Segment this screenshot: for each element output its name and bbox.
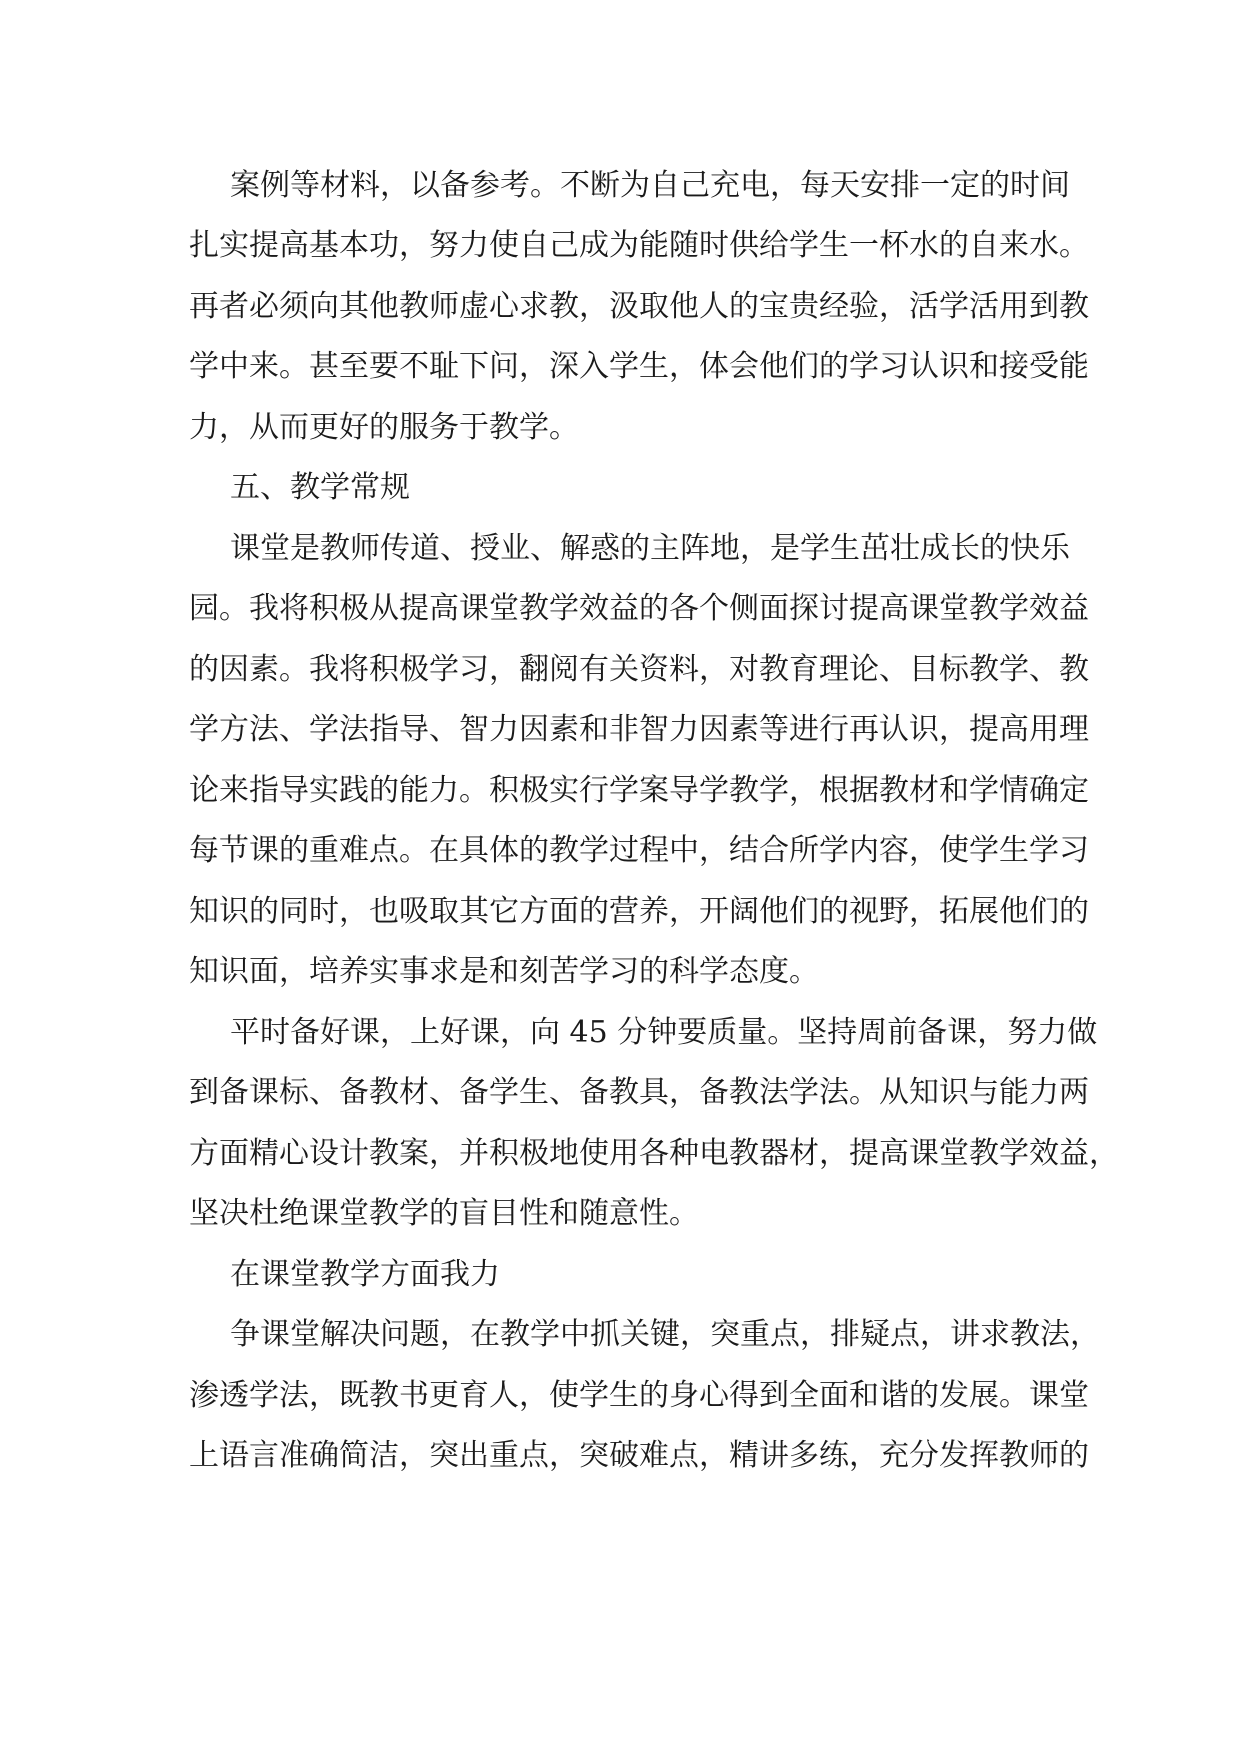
- text-line: 每节课的重难点。在具体的教学过程中，结合所学内容，使学生学习: [189, 833, 1089, 868]
- section-heading: 五、教学常规: [230, 470, 410, 505]
- text-line: 知识的同时，也吸取其它方面的营养，开阔他们的视野，拓展他们的: [189, 894, 1089, 929]
- text-line: 在课堂教学方面我力: [230, 1257, 500, 1292]
- text-line: 学中来。甚至要不耻下问，深入学生，体会他们的学习认识和接受能: [189, 349, 1089, 384]
- text-line: 到备课标、备教材、备学生、备教具，备教法学法。从知识与能力两: [189, 1075, 1089, 1110]
- text-line: 坚决杜绝课堂教学的盲目性和随意性。: [189, 1196, 699, 1231]
- text-line: 争课堂解决问题，在教学中抓关键，突重点，排疑点，讲求教法，: [230, 1317, 1100, 1352]
- text-line: 案例等材料，以备参考。不断为自己充电，每天安排一定的时间: [230, 168, 1070, 203]
- text-line: 知识面，培养实事求是和刻苦学习的科学态度。: [189, 954, 819, 989]
- text-line: 课堂是教师传道、授业、解惑的主阵地，是学生茁壮成长的快乐: [230, 531, 1070, 566]
- text-line: 学方法、学法指导、智力因素和非智力因素等进行再认识，提高用理: [189, 712, 1089, 747]
- text-line: 扎实提高基本功，努力使自己成为能随时供给学生一杯水的自来水。: [189, 228, 1089, 263]
- text-line: 再者必须向其他教师虚心求教，汲取他人的宝贵经验，活学活用到教: [189, 289, 1089, 324]
- text-line: 论来指导实践的能力。积极实行学案导学教学，根据教材和学情确定: [189, 773, 1089, 808]
- text-line: 的因素。我将积极学习，翻阅有关资料，对教育理论、目标教学、教: [189, 652, 1089, 687]
- text-line: 上语言准确简洁，突出重点，突破难点，精讲多练，充分发挥教师的: [189, 1438, 1089, 1473]
- text-line: 园。我将积极从提高课堂教学效益的各个侧面探讨提高课堂教学效益: [189, 591, 1089, 626]
- text-line: 平时备好课，上好课，向 45 分钟要质量。坚持周前备课，努力做: [230, 1015, 1098, 1050]
- text-line: 力，从而更好的服务于教学。: [189, 410, 579, 445]
- text-line: 方面精心设计教案，并积极地使用各种电教器材，提高课堂教学效益，: [189, 1136, 1119, 1171]
- text-line: 渗透学法，既教书更育人，使学生的身心得到全面和谐的发展。课堂: [189, 1378, 1089, 1413]
